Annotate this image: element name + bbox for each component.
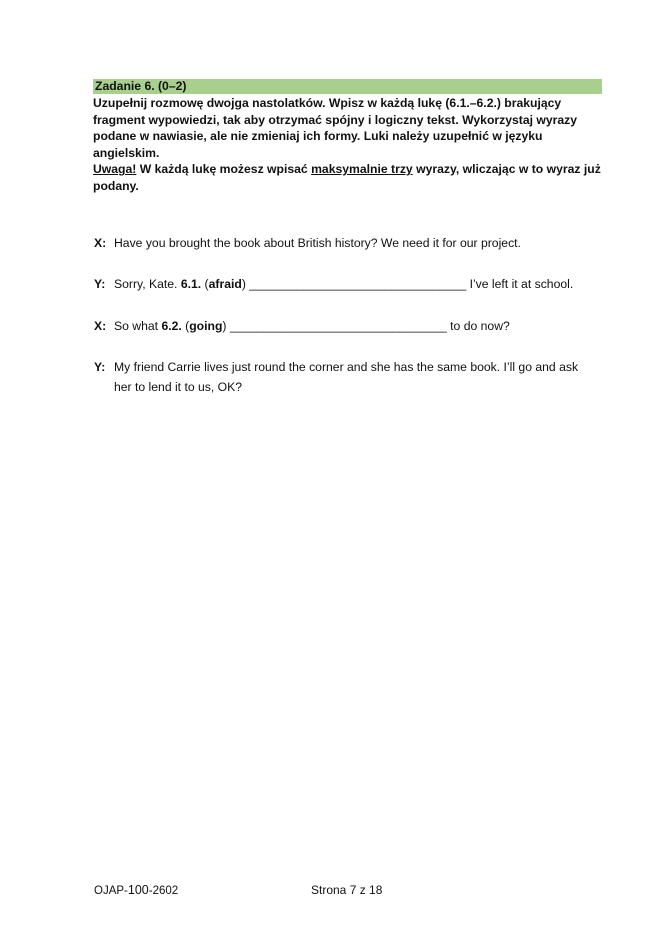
task-header: Zadanie 6. (0–2) <box>93 79 602 94</box>
task-instruction: Uzupełnij rozmowę dwojga nastolatków. Wpisz w każdą lukę (6.1.–6.2.) brakujący fragment wypowiedzi, tak aby otrzymać spójny i logiczny tekst. Wykorzystaj wyrazy podane w nawiasie, ale nie zmieniaj ich formy. Luki należy uzupełnić w języku angielskim. <box>93 96 578 160</box>
text-after-gap: to do now? <box>446 319 510 333</box>
word-close-paren: ) <box>241 277 250 291</box>
speaker-label: X: <box>94 236 107 250</box>
exam-code-number: 100 <box>127 883 149 897</box>
gap-number: 6.1. <box>180 277 202 291</box>
speaker-label: X: <box>94 319 107 333</box>
exam-code <box>94 883 178 897</box>
gap-number: 6.2. <box>161 319 182 333</box>
dialogue-text: Have you brought the book about British history? We need it for our project. <box>114 236 521 250</box>
speaker-label: Y: <box>94 360 106 374</box>
dialogue-text: My friend Carrie lives just round the corner and she has the same book. I’ll go and ask her to lend it to us, OK? <box>114 360 579 394</box>
answer-blank-6-2[interactable]: ________________________________ <box>229 319 447 333</box>
note-label: Uwaga! <box>93 162 137 177</box>
text-before-gap: Sorry, Kate. <box>114 277 181 291</box>
note-emphasis: maksymalnie trzy <box>311 162 413 177</box>
dialogue-text <box>114 316 594 336</box>
task-note <box>93 161 602 194</box>
exam-code-suffix: -2602 <box>148 885 179 897</box>
speaker-label: Y: <box>94 277 106 291</box>
note-text-1: W każdą lukę możesz wpisać <box>136 162 312 177</box>
text-before-gap: So what <box>114 319 162 333</box>
answer-blank-6-1[interactable]: ________________________________ <box>249 277 467 291</box>
exam-code-prefix: OJAP- <box>94 885 128 897</box>
word-open-paren: ( <box>201 277 209 291</box>
page-number: Strona 7 z 18 <box>311 883 383 897</box>
task-block <box>93 79 602 195</box>
word-close-paren: ) <box>222 319 230 333</box>
word-open-paren: ( <box>181 319 190 333</box>
dialogue-text <box>114 274 594 294</box>
note-text-2: wyrazy, wliczając w to wyraz już podany. <box>93 162 601 193</box>
gap-word: afraid <box>208 277 242 291</box>
gap-word: going <box>189 319 223 333</box>
text-after-gap: I’ve left it at school. <box>466 277 574 291</box>
